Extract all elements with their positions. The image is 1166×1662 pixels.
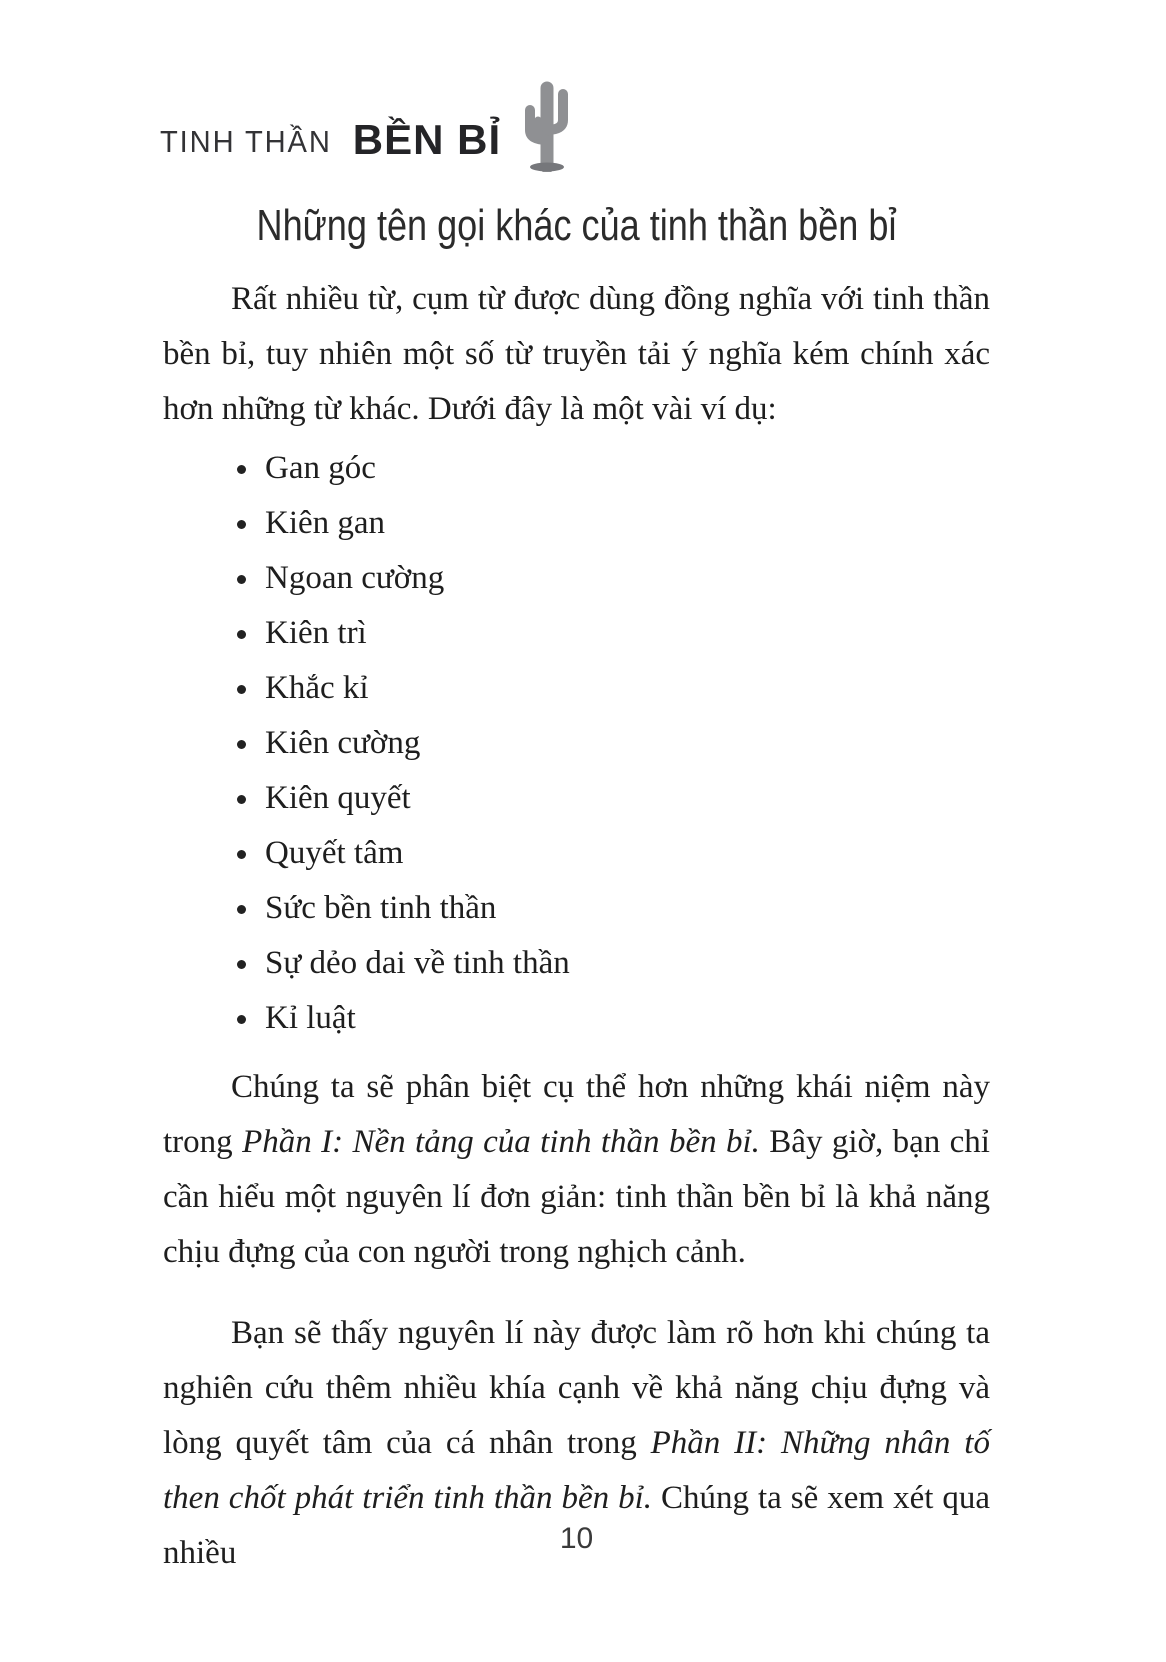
list-item-label: Gan góc <box>265 450 376 486</box>
list-item-label: Kiên quyết <box>265 780 411 816</box>
italic-book-part-reference: Phần I: Nền tảng của tinh thần bền bỉ. <box>242 1124 760 1160</box>
italic-book-part-reference: Phần II: Những nhân tố then chốt phát triển tinh thần bền bỉ. <box>163 1425 990 1516</box>
section-heading: Những tên gọi khác của tinh thần bền bỉ <box>256 201 897 250</box>
list-item-label: Khắc kỉ <box>265 670 369 706</box>
list-item-label: Kiên trì <box>265 615 367 651</box>
bullet-dot-icon <box>237 685 246 694</box>
bullet-dot-icon <box>237 465 246 474</box>
list-item <box>163 826 990 881</box>
bullet-dot-icon <box>237 575 246 584</box>
page-content <box>163 0 990 1581</box>
list-item <box>163 771 990 826</box>
bullet-dot-icon <box>237 740 246 749</box>
intro-paragraph <box>163 272 990 437</box>
page-number: 10 <box>559 1522 594 1555</box>
bullet-dot-icon <box>237 960 246 969</box>
paragraph-text: Bạn sẽ thấy nguyên lí này được làm rõ hơn khi chúng ta nghiên cứu thêm nhiều khía cạnh về khả năng chịu đựng và lòng quyết tâm của cá nhân trong <box>163 1315 990 1461</box>
list-item <box>163 496 990 551</box>
bullet-dot-icon <box>237 1015 246 1024</box>
bullet-dot-icon <box>237 630 246 639</box>
synonyms-list <box>163 441 990 1046</box>
paragraph-text: Bây giờ, bạn chỉ cần hiểu một nguyên lí đơn giản: tinh thần bền bỉ là khả năng chịu đựng của con người trong nghịch cảnh. <box>163 1124 990 1270</box>
list-item <box>163 606 990 661</box>
list-item-label: Kỉ luật <box>265 1000 356 1036</box>
list-item <box>163 991 990 1046</box>
bullet-dot-icon <box>237 520 246 529</box>
paragraph-text: Chúng ta sẽ xem xét qua nhiều <box>163 1480 991 1571</box>
paragraph-text: Rất nhiều từ, cụm từ được dùng đồng nghĩa với tinh thần bền bỉ, tuy nhiên một số từ truyền tải ý nghĩa kém chính xác hơn những từ khác. Dưới đây là một vài ví dụ: <box>163 281 990 427</box>
list-item <box>163 881 990 936</box>
list-item-label: Kiên gan <box>265 505 386 541</box>
list-item-label: Kiên cường <box>265 725 421 761</box>
paragraph-text: Chúng ta sẽ phân biệt cụ thể hơn những khái niệm này trong <box>163 1069 990 1160</box>
list-item-label: Ngoan cường <box>265 560 445 596</box>
bullet-dot-icon <box>237 850 246 859</box>
list-item-label: Sự dẻo dai về tinh thần <box>265 945 570 981</box>
list-item <box>163 551 990 606</box>
paragraph-part-one <box>163 1060 990 1280</box>
bullet-dot-icon <box>237 905 246 914</box>
list-item <box>163 716 990 771</box>
list-item <box>163 936 990 991</box>
list-item-label: Sức bền tinh thần <box>265 890 497 926</box>
list-item <box>163 661 990 716</box>
brand-title-bold: BỀN BỈ <box>352 116 502 163</box>
list-item <box>163 441 990 496</box>
list-item-label: Quyết tâm <box>265 835 404 871</box>
bullet-dot-icon <box>237 795 246 804</box>
brand-title-light: TINH THẦN <box>160 124 332 159</box>
